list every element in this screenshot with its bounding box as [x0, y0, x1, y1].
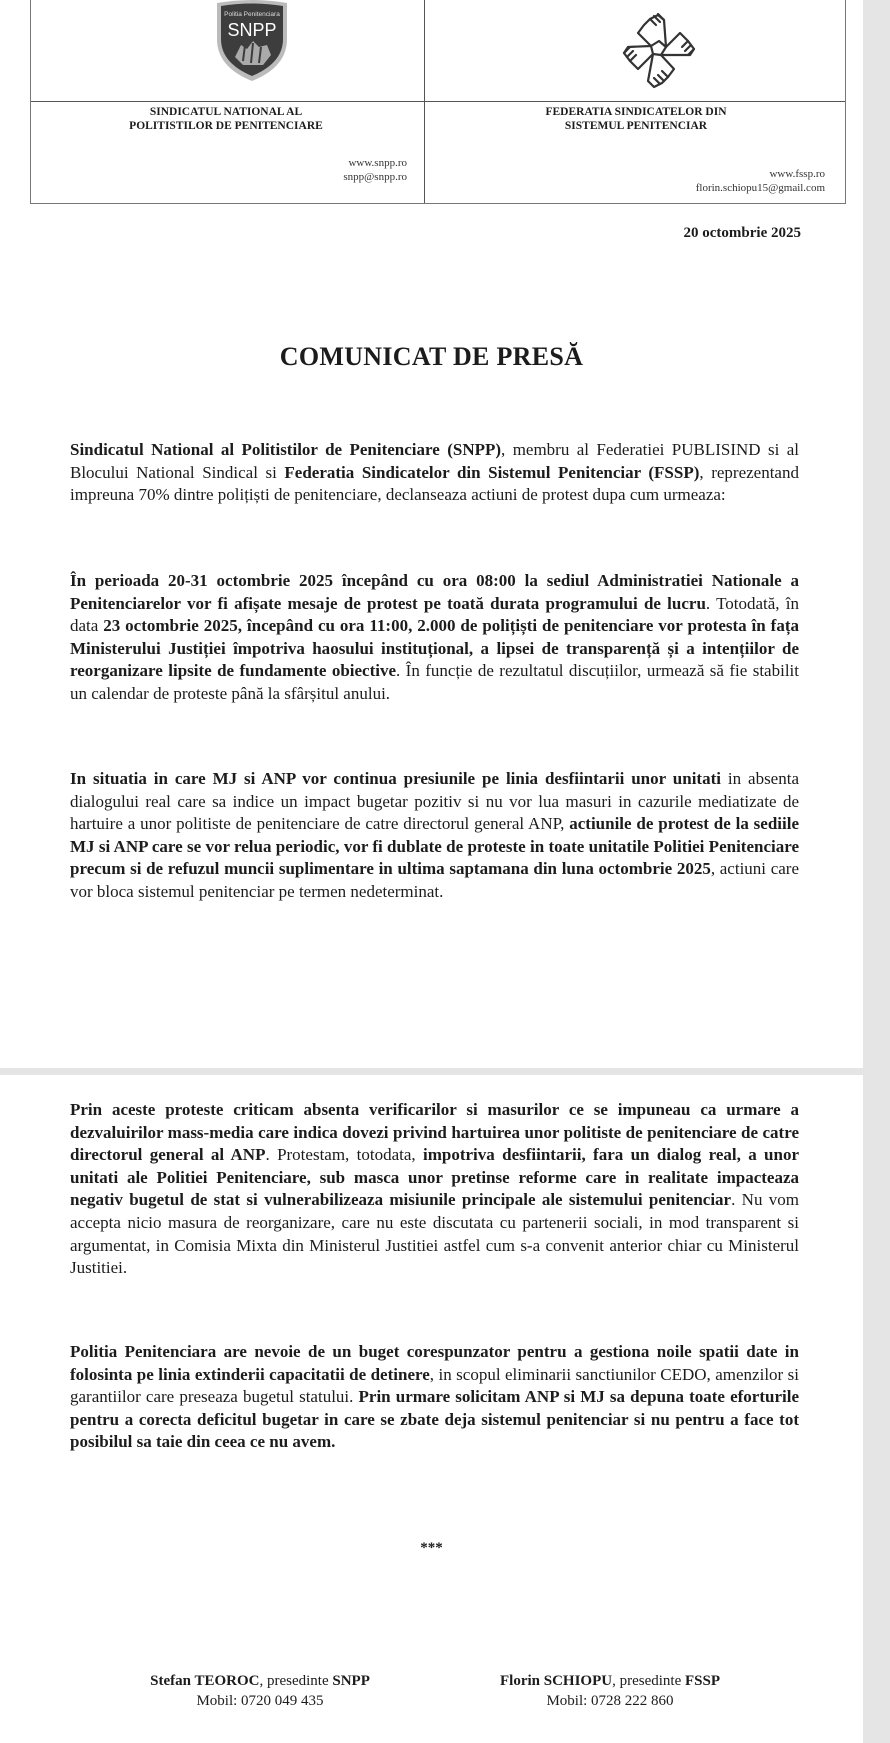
- text-run: , in scopul eliminarii sanctiunilor CEDO, amenzilor si garantiilor care preseaza bugetul statului.: [70, 1364, 800, 1407]
- bold-text-run: Federatia Sindicatelor din Sistemul Penitenciar (FSSP): [284, 462, 700, 482]
- text-run: , actiuni care vor bloca sistemul penitenciar pe termen nedeterminat.: [70, 859, 799, 901]
- signatory-phone: Mobil: 0728 222 860: [546, 1693, 674, 1709]
- paragraph-budget: [70, 1341, 799, 1454]
- signature-snpp: [130, 1671, 390, 1711]
- text-run: . În funcție de rezultatul discuțiilor, urmează să fie stabilit un calendar de proteste până la sfârșitul anului.: [70, 661, 799, 703]
- page-title: COMUNICAT DE PRESĂ: [279, 342, 584, 371]
- bold-text-run: Prin urmare solicitam ANP si MJ sa depuna toate eforturile pentru a corecta deficitul bugetar in care se zbate deja sistemul penitenciar si nu pentru a face tot posibilul sa taie din ceea ce nu avem.: [70, 1387, 800, 1452]
- right-org-name-line2: SISTEMUL PENITENCIAR: [564, 120, 708, 132]
- left-org-website-link[interactable]: www.snpp.ro: [348, 157, 407, 169]
- text-run: in absenta dialogului real care sa indice un impact bugetar pozitiv si nu vor lua masuri in cazurile mediatizate de hartuire a unor politiste de penitenciare de catre directorul general ANP,: [70, 769, 799, 834]
- logo-caption: Politia Penitenciara: [224, 11, 280, 18]
- bold-text-run: Sindicatul National al Politistilor de Penitenciare (SNPP): [70, 440, 502, 459]
- bold-text-run: In situatia in care MJ si ANP vor continua presiunile pe linia desfiintarii unor unitati: [70, 769, 721, 788]
- text-run: . Nu vom accepta nicio masura de reorganizare, care nu este discutata cu partenerii sociali, in mod transparent si argumentat, in Comisia Mixta din Ministerul Justitiei astfel cum s-a convenit anterior chiar cu Ministerul Justitiei.: [70, 1190, 799, 1278]
- signatory-role: , presedinte: [612, 1673, 685, 1689]
- signatory-name: Florin SCHIOPU: [500, 1673, 613, 1689]
- paragraph-escalation: [70, 768, 799, 904]
- paragraph-protest-schedule: [70, 570, 799, 706]
- paragraph-criticism: [70, 1099, 799, 1280]
- paragraph-intro: [70, 439, 799, 507]
- signatory-org: SNPP: [332, 1673, 370, 1689]
- letterhead-table: [30, 0, 846, 204]
- signatory-name: Stefan TEOROC: [150, 1673, 260, 1689]
- bold-text-run: impotriva desfiintarii, fara un dialog real, a unor unitati ale Politiei Penitenciare, sub masca unor pretinse reforme care in realitate impacteaza negativ bugetul de stat si vulnerabilizeaza misiunile principale ale sistemului penitenciar: [70, 1145, 799, 1210]
- section-separator: ***: [420, 1540, 443, 1556]
- right-org-email-link[interactable]: florin.schiopu15@gmail.com: [695, 182, 825, 194]
- document-date: 20 octombrie 2025: [683, 225, 801, 241]
- left-org-name: [31, 105, 421, 133]
- logo-text: SNPP: [227, 20, 277, 40]
- text-run: . Totodată, în data: [70, 593, 800, 636]
- left-org-contact: [343, 156, 407, 184]
- text-run: , membru al Federatiei PUBLISIND si al Blocului National Sindical si: [70, 440, 800, 482]
- signatory-org: FSSP: [684, 1673, 720, 1689]
- left-org-email-link[interactable]: snpp@snpp.ro: [343, 171, 407, 183]
- joined-hands-icon: [614, 11, 704, 91]
- bold-text-run: Politia Penitenciara are nevoie de un buget corespunzator pentru a gestiona noile spatii date in folosinta pe linia extinderii capacitatii de detinere: [70, 1342, 799, 1384]
- letterhead-divider-horizontal: [31, 101, 845, 102]
- right-org-contact: [696, 167, 825, 195]
- text-run: . Protestam, totodata,: [265, 1145, 424, 1165]
- bold-text-run: actiunile de protest de la sediile MJ si ANP care se vor relua periodic, vor fi dublate de proteste in toate unitatile Politiei Penitenciare precum si de refuzul muncii suplimentare in ultima saptamana din luna octombrie 2025: [70, 814, 799, 879]
- signatory-phone: Mobil: 0720 049 435: [196, 1693, 324, 1709]
- left-org-name-line2: POLITISTILOR DE PENITENCIARE: [129, 120, 323, 132]
- right-org-name: [441, 105, 831, 133]
- left-org-name-line1: SINDICATUL NATIONAL AL: [149, 106, 303, 118]
- signatory-role: , presedinte: [259, 1673, 333, 1689]
- document-page-2: [0, 1075, 863, 1743]
- signature-fssp: [480, 1671, 740, 1711]
- text-run: , reprezentand impreuna 70% dintre polițiști de penitenciare, declanseaza actiuni de protest dupa cum urmeaza:: [70, 462, 799, 505]
- bold-text-run: În perioada 20-31 octombrie 2025 începând cu ora 08:00 la sediul Administratiei Nationale a Penitenciarelor vor fi afișate mesaje de protest pe toată durata programului de lucru: [70, 571, 799, 613]
- snpp-shield-logo: [213, 0, 291, 83]
- bold-text-run: 23 octombrie 2025, începând cu ora 11:00, 2.000 de polițiști de penitenciare vor protesta în fața Ministerului Justiției împotriva haosului instituțional, a lipsei de transparență și a intențiilor de reorganizare lipsite de fundamente obiective: [70, 616, 799, 681]
- right-org-name-line1: FEDERATIA SINDICATELOR DIN: [545, 106, 727, 118]
- bold-text-run: Prin aceste proteste criticam absenta verificarilor si masurilor ce se impuneau ca urmare a dezvaluirilor mass-media care indica dovezi privind hartuirea unor politiste de penitenciare de catre directorul general al ANP: [70, 1100, 799, 1165]
- right-org-website-link[interactable]: www.fssp.ro: [769, 168, 825, 180]
